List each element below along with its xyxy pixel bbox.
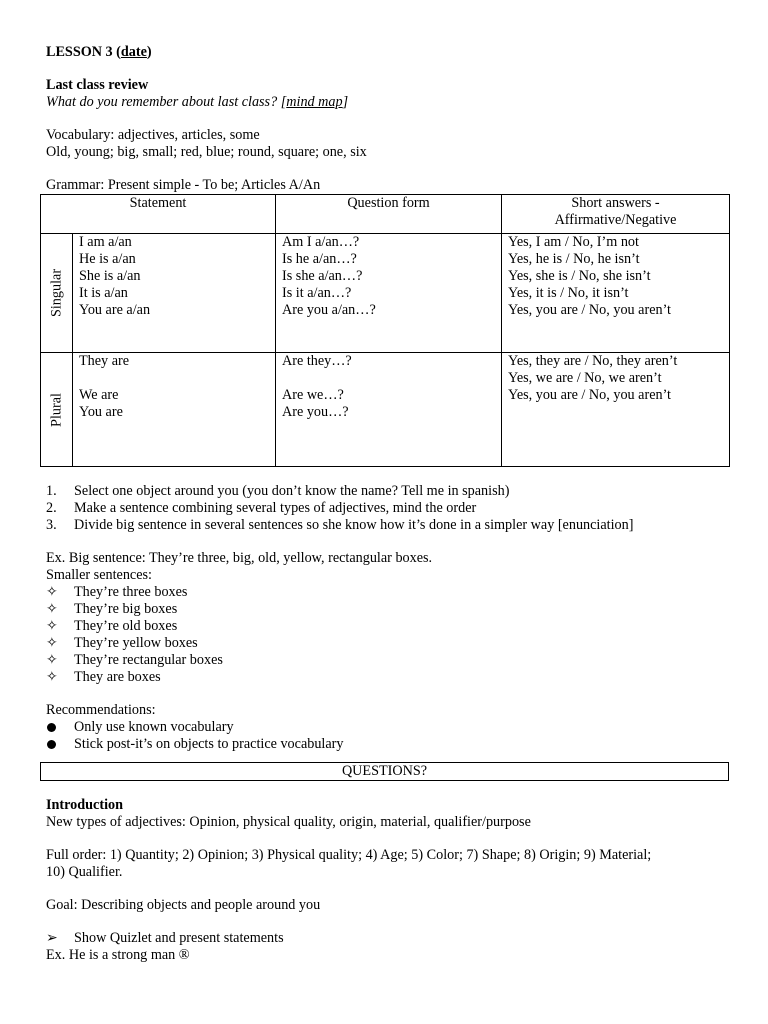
goal-line: Goal: Describing objects and people around you [46,897,321,913]
star-outline-icon: ✧ [46,635,58,651]
singular-questions: Am I a/an…? Is he a/an…? Is she a/an…? Is it a/an…? Are you a/an…? [276,234,502,353]
introduction-example: Ex. He is a strong man ® [46,947,190,963]
star-outline-icon: ✧ [46,601,58,617]
list-item: ✧ They are boxes [46,669,161,685]
singular-answers: Yes, I am / No, I’m not Yes, he is / No, he isn’t Yes, she is / No, she isn’t Yes, it is / No, it isn’t Yes, you are / No, you aren’t [502,234,730,353]
full-order-line: Full order: 1) Quantity; 2) Opinion; 3) Physical quality; 4) Age; 5) Color; 7) Shape; 8) Origin; 9) Material; [46,847,652,863]
action-list [46,930,736,947]
star-outline-icon: ✧ [46,584,58,600]
list-item: ➢ Show Quizlet and present statements [46,930,284,946]
document-page [46,44,736,964]
star-outline-icon: ✧ [46,669,58,685]
list-item: Stick post-it’s on objects to practice vocabulary [46,736,736,753]
table-row-plural [41,353,730,467]
singular-label-cell [41,234,73,353]
list-item: 2. Make a sentence combining several types of adjectives, mind the order [46,500,477,516]
recommendations-list [46,719,736,753]
vocabulary-words: Old, young; big, small; red, blue; round, square; one, six [46,144,367,160]
list-item: ✧ They’re rectangular boxes [46,652,223,668]
bullet-icon [47,723,56,732]
review-heading: Last class review [46,77,149,93]
plural-label-cell [41,353,73,467]
plural-answers: Yes, they are / No, they aren’t Yes, we are / No, we aren’t Yes, you are / No, you aren’t [502,353,730,467]
singular-label: Singular [48,268,64,318]
lesson-date: date [120,44,147,60]
recommendations-label: Recommendations: [46,702,156,718]
table-header-row [41,195,730,234]
grammar-caption: Grammar: Present simple - To be; Articles A/An [46,177,321,193]
lesson-title: LESSON 3 (date) [46,44,152,60]
list-item: ✧ They’re three boxes [46,584,188,600]
grammar-table [40,194,730,467]
table-row-singular [41,234,730,353]
list-item: ✧ They’re old boxes [46,618,178,634]
introduction-types: New types of adjectives: Opinion, physical quality, origin, material, qualifier/purpose [46,814,531,830]
plural-questions: Are they…? Are we…? Are you…? [276,353,502,467]
bullet-icon [47,740,56,749]
review-prompt: What do you remember about last class? [mind map] [46,94,349,110]
list-item: Only use known vocabulary [46,719,736,736]
header-statement: Statement [41,195,276,234]
header-short-answers: Short answers - Affirmative/Negative [502,195,730,234]
star-outline-icon: ✧ [46,618,58,634]
list-item: 1. Select one object around you (you don’t know the name? Tell me in spanish) [46,483,510,499]
star-outline-icon: ✧ [46,652,58,668]
questions-box: QUESTIONS? [40,762,729,781]
introduction-heading: Introduction [46,797,123,813]
mind-map-link: mind map [286,94,343,110]
vocabulary-line: Vocabulary: adjectives, articles, some [46,127,260,143]
plural-label: Plural [48,392,64,427]
arrow-right-icon: ➢ [46,930,58,946]
list-item: 3. Divide big sentence in several sentences so she know how it’s done in a simpler way [enunciation] [46,517,634,533]
steps-list [46,483,736,534]
smaller-sentences-label: Smaller sentences: [46,567,152,583]
list-item: ✧ They’re yellow boxes [46,635,198,651]
smaller-sentences-list [46,584,736,686]
header-question: Question form [276,195,502,234]
singular-statements: I am a/an He is a/an She is a/an It is a/an You are a/an [73,234,276,353]
full-order-line-cont: 10) Qualifier. [46,864,123,880]
plural-statements: They are We are You are [73,353,276,467]
example-big-sentence: Ex. Big sentence: They’re three, big, old, yellow, rectangular boxes. [46,550,433,566]
list-item: ✧ They’re big boxes [46,601,178,617]
